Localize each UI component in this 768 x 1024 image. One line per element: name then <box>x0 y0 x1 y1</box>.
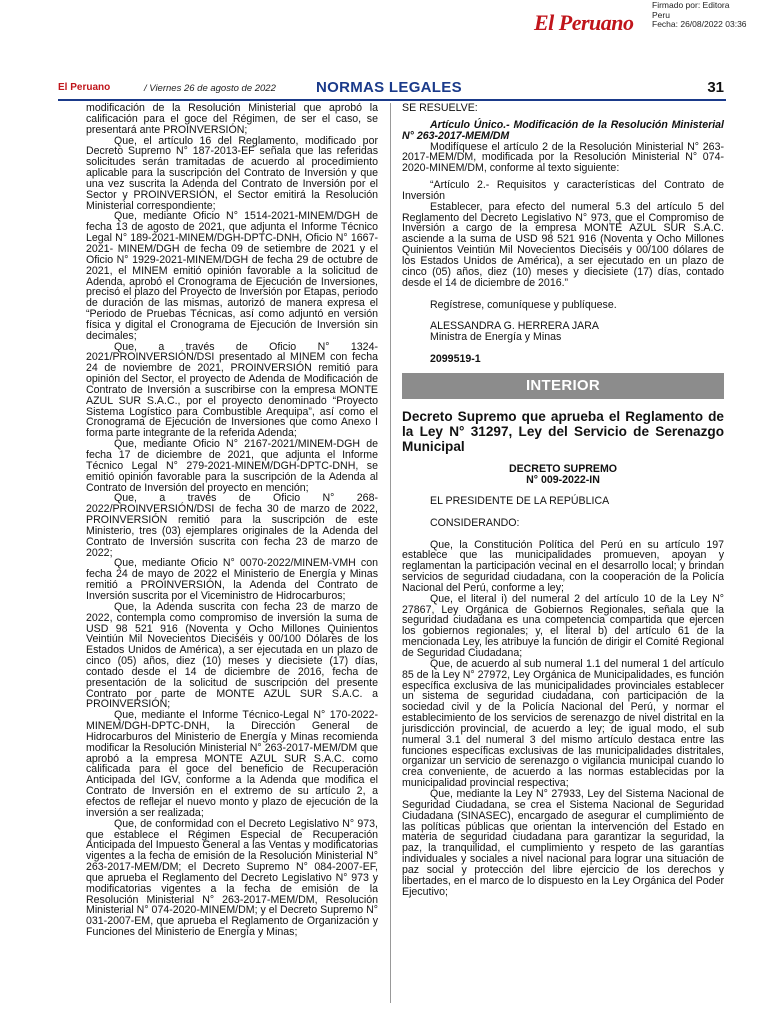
paragraph: Que, mediante Oficio N° 0070-2022/MINEM-VMH con fecha 24 de mayo de 2022 el Ministerio de Energía y Minas remitió a PROINVERSIÓN, la Adenda del Contrato de Inversión suscrita por el Viceministro de Hidrocarburos; <box>86 557 378 602</box>
signer-name: ALESSANDRA G. HERRERA JARA <box>430 320 599 333</box>
paragraph: Que, de conformidad con el Decreto Legislativo N° 973, que establece el Régimen Especial de Recuperación Anticipada del Impuesto General a las Ventas y modificatorias vigentes a la fecha de emisión de la Resolución Ministerial N° 263-2017-MEM/DM; el Decreto Supremo N° 084-2007-EF, que aprueba el Reglamento del Decreto Legislativo N° 973 y modificatorias vigentes a la fecha de emisión de la Resolución Ministerial N° 263-2017-MEM/DM, Resolución Ministerial N° 074-2020-MINEM/DM; y el Decreto Supremo N° 031-2007-EM, que aprueba el Reglamento de Organización y Funciones del Ministerio de Energía y Minas; <box>86 817 378 939</box>
header-date: / Viernes 26 de agosto de 2022 <box>144 83 276 94</box>
decree-number: N° 009-2022-IN <box>526 473 600 486</box>
president-line: EL PRESIDENTE DE LA REPÚBLICA <box>430 494 610 507</box>
page-number: 31 <box>707 79 724 96</box>
paragraph: Que, mediante Oficio N° 2167-2021/MINEM-DGH de fecha 17 de diciembre de 2021, que adjunta el Informe Técnico Legal N° 279-2021-MINEM/DGH-DPTC-DNH, se emitió opinión favorable para la suscripción de la Adenda al Contrato de Inversión del proyecto en mención; <box>86 438 378 494</box>
decree-label: DECRETO SUPREMO <box>508 462 618 475</box>
page-header <box>58 78 726 100</box>
signer-role: Ministra de Energía y Minas <box>430 331 562 344</box>
paragraph: Que, a través de Oficio N° 1324-2021/PROINVERSIÓN/DSI presentado al MINEM con fecha 24 de noviembre de 2021, PROINVERSIÓN remitió para opinión del Sector, el proyecto de Adenda de Modificación de Contrato de Inversión a suscribirse con la empresa MONTE AZUL SUR S.A.C., por el proyecto denominado “Proyecto Sistema Logístico para Combustible Arequipa”, así como el Cronograma de Ejecución de Inversiones que como Anexo I forma parte integrante de la referida Adenda; <box>86 340 378 440</box>
paragraph: Que, mediante Oficio N° 1514-2021-MINEM/DGH de fecha 13 de agosto de 2021, que adjunta el Informe Técnico Legal N° 189-2021-MINEM/DGH-DPTC-DNH, Oficio N° 1667-2021- MINEM/DGH de fecha 09 de setiembre de 2021 y el Oficio N° 1929-2021-MINEM/DGH de fecha 29 de octubre de 2021, el MINEM emitió opinión favorable a la solicitud de Adenda, aprobó el Cronograma de Ejecución de Inversiones, precisó el plazo del Proyecto de Inversión por Etapas, periodo de duración de las mismas, autorizó de manera expresa el “Periodo de Pruebas Técnicas, así como adjuntó en versión física y digital el Cronograma de Ejecución de Inversión sin decimales; <box>86 210 378 342</box>
decree-title: Decreto Supremo que aprueba el Reglamento de la Ley N° 31297, Ley del Servicio de Serenazgo Municipal <box>402 408 724 454</box>
paragraph: Que, mediante el Informe Técnico-Legal N° 170-2022-MINEM/DGH-DPTC-DNH, la Dirección General de Hidrocarburos del Ministerio de Energía y Minas recomienda modificar la Resolución Ministerial N° 263-2017-MEM/DM que aprobó a la empresa MONTE AZUL SUR S.A.C. como calificada para el goce del beneficio de Recuperación Anticipada del IGV, conforme a la Adenda que modifica el Contrato de Inversión en el extremo de su artículo 2, a efectos de reflejar el nuevo monto y plazo de ejecución de la inversión a ser realizada; <box>86 709 378 819</box>
paragraph: Que, a través de Oficio N° 268-2022/PROINVERSIÓN/DSI de fecha 30 de marzo de 2022, PROINVERSIÓN remitió para la suscripción de este Ministerio, tres (03) ejemplares originales de la Adenda del Contrato de Inversión suscrita con fecha 23 de marzo de 2022; <box>86 492 378 559</box>
header-section-title: NORMAS LEGALES <box>316 79 462 96</box>
quoted-article <box>402 180 724 288</box>
left-column <box>86 103 378 938</box>
paragraph: Que, el literal i) del numeral 2 del artículo 10 de la Ley N° 27867, Ley Orgánica de Gobiernos Regionales, señala que la seguridad ciudadana es una competencia compartida que ejercen los gobiernos regionales; y, el literal b) del artículo 61 de la mencionada Ley, les atribuye la función de dirigir el Comité Regional de Seguridad Ciudadana; <box>402 592 724 659</box>
digital-signature-block <box>534 0 768 36</box>
signature-text: Firmado por: Editora Peru Fecha: 26/08/2022 03:36 <box>652 0 747 29</box>
paragraph: Que, de acuerdo al sub numeral 1.1 del numeral 1 del artículo 85 de la Ley N° 27972, Ley Orgánica de Municipalidades, es función específica exclusiva de las municipalidades provinciales establecer un sistema de seguridad ciudadana, con participación de la sociedad civil y de la Policía Nacional del Perú, y normar el establecimiento de los servicios de serenazgo de nivel distrital en la jurisdicción provincial, de acuerdo a ley; de igual modo, el sub numeral 3.1 del numeral 3 del mismo artículo destaca entre las funciones específicas exclusivas de las municipalidades distritales, organizar un servicio de serenazgo o vigilancia municipal cuando lo crea conveniente, de acuerdo a las normas establecidas por la municipalidad provincial respectiva; <box>402 657 724 790</box>
column-divider <box>390 103 391 1003</box>
quote-title: “Artículo 2.- Requisitos y características del Contrato de Inversión <box>402 179 724 202</box>
section-banner: INTERIOR <box>402 373 724 399</box>
register-line: Regístrese, comuníquese y publíquese. <box>430 298 617 311</box>
paragraph: modificación de la Resolución Ministerial que aprobó la calificación para el goce del Régimen, de ser el caso, se presentará ante PROINVERSIÓN; <box>86 102 378 136</box>
paragraph: Que, el artículo 16 del Reglamento, modificado por Decreto Supremo N° 187-2013-EF señala que las referidas solicitudes serán tramitadas de acuerdo al procedimiento aplicable para la suscripción del Contrato de Inversión y que una vez suscrita la Adenda del Contrato de Inversión por el Sector y PROINVERSIÓN, el Sector emitirá la Resolución Ministerial correspondiente; <box>86 134 378 212</box>
paragraph: Que, la Constitución Política del Perú en su artículo 197 establece que las municipalidades promueven, apoyan y reglamentan la participación vecinal en el desarrollo local; y brindan servicios de seguridad ciudadana, con la cooperación de la Policía Nacional del Perú, conforme a ley; <box>402 538 724 594</box>
header-logo: El Peruano <box>58 82 111 93</box>
article-title: Artículo Único.- Modificación de la Resolución Ministerial N° 263-2017-MEM/DM <box>402 118 724 142</box>
paragraph: Que, la Adenda suscrita con fecha 23 de marzo de 2022, contempla como compromiso de inversión la suma de USD 98 521 916 (Noventa y Ocho Millones Quinientos Veintiún Mil Novecientos Dieciséis y 00/100 Dólares de los Estados Unidos de América), a ser ejecutada en un plazo de cinco (05) años, diez (10) meses y diecisiete (17) días, contado desde el 14 de diciembre de 2016, fecha de presentación de la solicitud de suscripción del presente Contrato por parte de MONTE AZUL SUR S.A.C. a PROINVERSIÓN; <box>86 600 378 711</box>
el-peruano-logo: El Peruano <box>534 10 634 35</box>
right-column <box>402 103 724 897</box>
considering-heading: CONSIDERANDO: <box>430 516 520 529</box>
decree-number-block <box>402 464 724 486</box>
document-code: 2099519-1 <box>430 353 481 366</box>
article-body: Modifíquese el artículo 2 de la Resolución Ministerial N° 263-2017-MEM/DM, modificada por la Resolución Ministerial N° 074-2020-MINEM/DM, conforme al texto siguiente: <box>402 140 724 175</box>
resolve-heading: SE RESUELVE: <box>402 102 478 114</box>
quote-body: Establecer, para efecto del numeral 5.3 del artículo 5 del Reglamento del Decreto Legislativo N° 973, que el Compromiso de Inversión a cargo de la empresa MONTE AZUL SUR S.A.C. asciende a la suma de USD 98 521 916 (Noventa y Ocho Millones Quinientos Veintiún Mil Novecientos Dieciséis y 00/100 dólares de los Estados Unidos de América), a ser ejecutado en un plazo de cinco (05) años, diez (10) meses y diecisiete (17) días, contado desde el 14 de diciembre de 2016.” <box>402 200 724 289</box>
paragraph: Que, mediante la Ley N° 27933, Ley del Sistema Nacional de Seguridad Ciudadana, se crea el Sistema Nacional de Seguridad Ciudadana (SINASEC), encargado de asegurar el cumplimiento de las políticas públicas que orientan la intervención del Estado en materia de seguridad ciudadana para garantizar la seguridad, la paz, la tranquilidad, el cumplimiento y respeto de las garantías individuales y sociales a nivel nacional para lograr una situación de paz social y protección del libre ejercicio de los derechos y libertades, en el marco de lo dispuesto en la Ley Orgánica del Poder Ejecutivo; <box>402 787 724 898</box>
header-rule <box>58 99 726 101</box>
